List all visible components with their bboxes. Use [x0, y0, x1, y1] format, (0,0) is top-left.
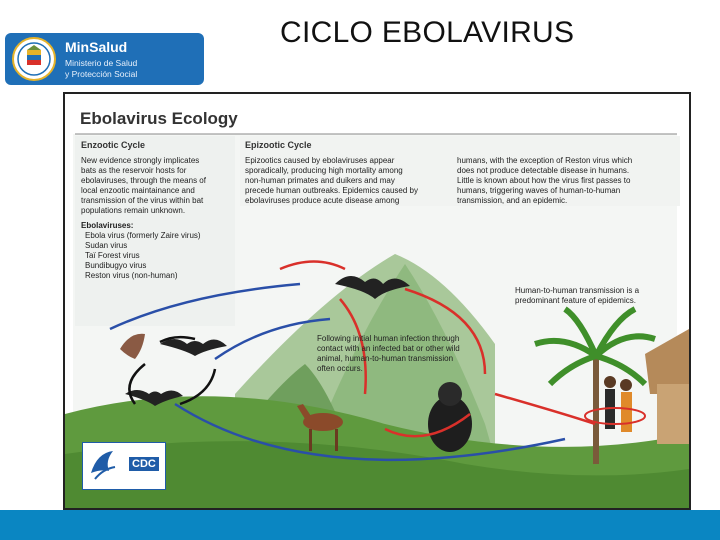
epizootic-col2 — [457, 156, 677, 206]
virus-item: Sudan virus — [85, 241, 128, 250]
epizootic-line: transmission, and an epidemic. — [457, 196, 568, 205]
epizootic-line: Little is known about how the virus first passes to — [457, 176, 631, 185]
epizootic-col1 — [245, 156, 450, 206]
virus-item: Bundibugyo virus — [85, 261, 147, 270]
enzootic-line: local enzootic maintainance and — [81, 186, 195, 195]
note-line: Following initial human infection through — [317, 334, 460, 343]
epizootic-line: humans, with the exception of Reston virus which — [457, 156, 633, 165]
logo-subtitle-line1: Ministerio de Salud — [65, 58, 138, 68]
enzootic-line: New evidence strongly implicates — [81, 156, 200, 165]
hhs-eagle-icon — [83, 443, 123, 487]
following-infection-note — [317, 334, 460, 374]
enzootic-line: bats as the reservoir hosts for — [81, 166, 187, 175]
ebolaviruses-list — [81, 221, 201, 281]
epizootic-line: sporadically, producing high mortality among — [245, 166, 403, 175]
cdc-logo — [82, 442, 166, 490]
epizootic-line: Epizootics caused by ebolaviruses appear — [245, 156, 395, 165]
note-line: often occurs. — [317, 364, 363, 373]
bottom-bar — [0, 510, 720, 540]
epizootic-line: ebolaviruses produce acute disease among — [245, 196, 400, 205]
minsalud-logo — [5, 33, 204, 85]
note-line: animal, human-to-human transmission — [317, 354, 454, 363]
figure-title: Ebolavirus Ecology — [80, 109, 238, 128]
note-line: predominant feature of epidemics. — [515, 296, 636, 305]
enzootic-heading: Enzootic Cycle — [81, 140, 146, 150]
virus-item: Reston virus (non-human) — [85, 271, 178, 280]
epizootic-heading: Epizootic Cycle — [245, 140, 312, 150]
colombia-seal-icon — [12, 37, 56, 81]
cdc-label: CDC — [129, 457, 159, 471]
enzootic-line: transmission of the virus within bat — [81, 196, 204, 205]
note-line: Human-to-human transmission is a — [515, 286, 640, 295]
note-line: contact with an infected bat or other wild — [317, 344, 460, 353]
epizootic-line: precede human outbreaks. Epidemics caused by — [245, 186, 418, 195]
virus-item: Taï Forest virus — [85, 251, 140, 260]
enzootic-line: populations remain unknown. — [81, 206, 186, 215]
ebolavirus-ecology-figure — [63, 92, 691, 510]
virus-item: Ebola virus (formerly Zaire virus) — [85, 231, 201, 240]
epizootic-line: humans, triggering waves of human-to-human — [457, 186, 621, 195]
enzootic-line: ebolaviruses, through the means of — [81, 176, 206, 185]
epizootic-line: non-human primates and duikers and may — [245, 176, 395, 185]
ebolaviruses-heading: Ebolaviruses: — [81, 221, 134, 230]
human-transmission-note — [515, 286, 639, 306]
enzootic-text — [81, 156, 206, 216]
epizootic-line: does not produce detectable disease in humans. — [457, 166, 630, 175]
slide-title: CICLO EBOLAVIRUS — [280, 16, 575, 49]
logo-subtitle-line2: y Protección Social — [65, 69, 138, 79]
logo-name: MinSalud — [65, 39, 128, 55]
